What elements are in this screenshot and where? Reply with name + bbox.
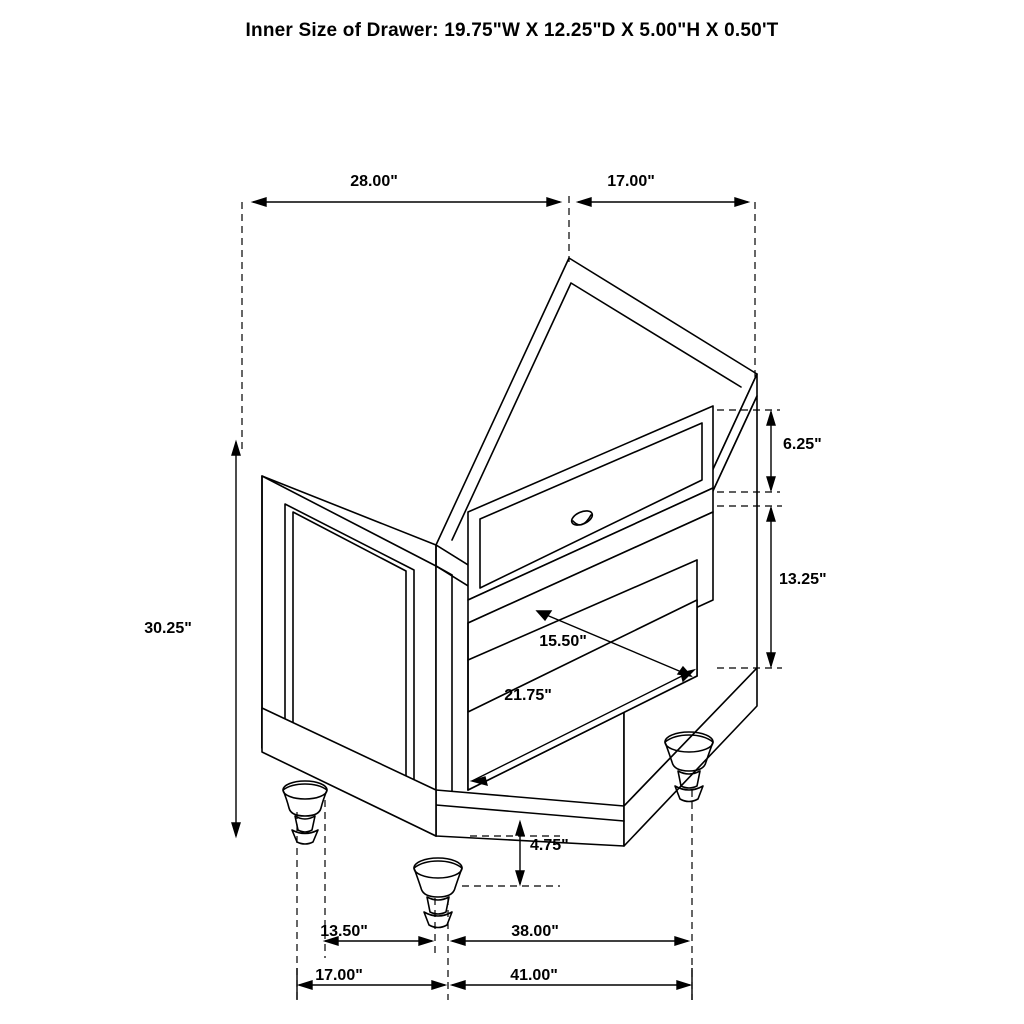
dimension-label-base-width: 38.00" xyxy=(511,923,559,940)
dimension-label-top-width-right: 17.00" xyxy=(607,173,655,190)
dimension-label-shelf-depth: 15.50" xyxy=(539,633,587,650)
dimension-label-overall-height: 30.25" xyxy=(144,620,192,637)
dimension-label-lower-opening-height: 13.25" xyxy=(779,571,827,588)
dimension-label-foot-depth: 13.50" xyxy=(320,923,368,940)
page-title: Inner Size of Drawer: 19.75"W X 12.25"D X 5.00"H X 0.50'T xyxy=(245,20,779,41)
dimension-label-outer-depth: 17.00" xyxy=(315,967,363,984)
dimension-label-leg-height: 4.75" xyxy=(530,837,569,854)
dimension-label-drawer-front-height: 6.25" xyxy=(783,436,822,453)
dimension-label-inner-width: 21.75" xyxy=(504,687,552,704)
dimension-label-top-width-left: 28.00" xyxy=(350,173,398,190)
dimension-label-outer-width: 41.00" xyxy=(510,967,558,984)
